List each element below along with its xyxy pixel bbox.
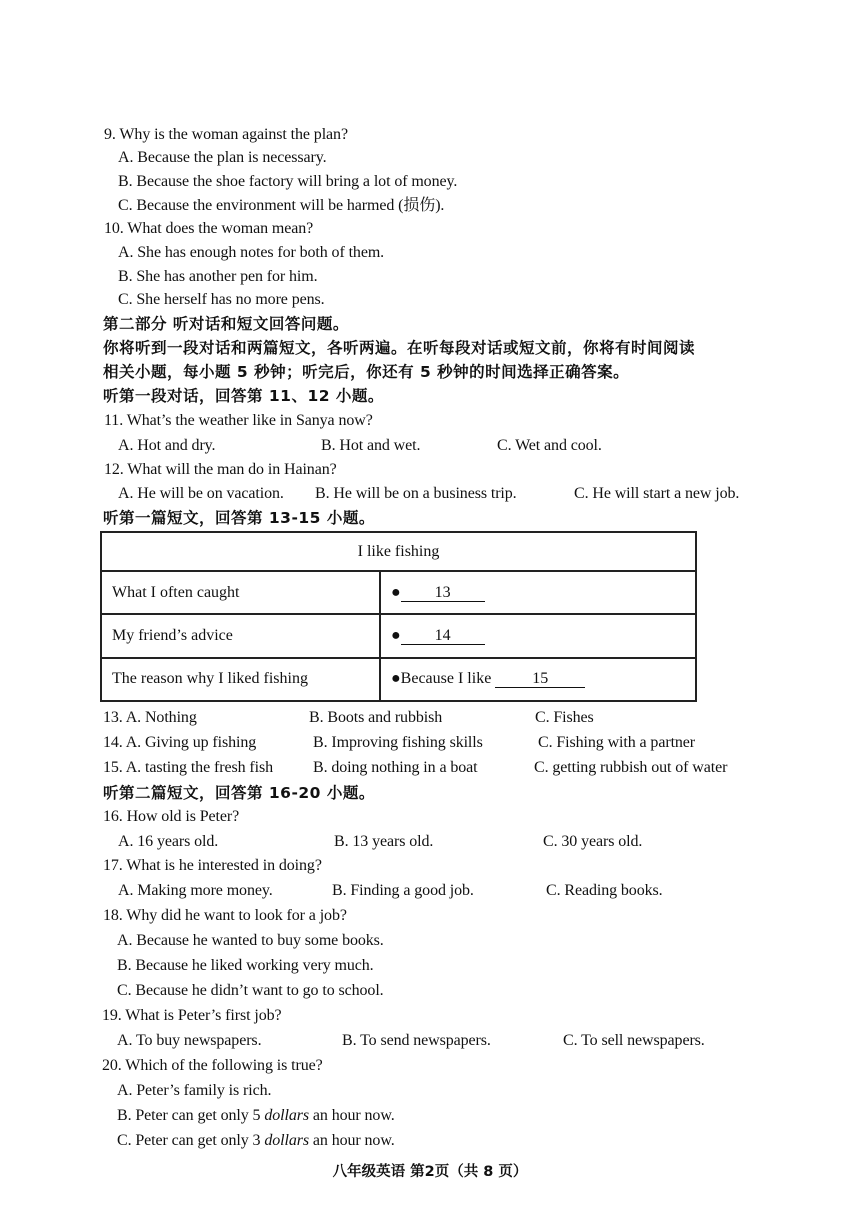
question-10-stem: 10. What does the woman mean?: [104, 220, 314, 237]
question-14-option-c: C. Fishing with a partner: [538, 734, 696, 751]
question-17-option-c: C. Reading books.: [546, 882, 663, 899]
question-19-option-a: A. To buy newspapers.: [117, 1032, 262, 1049]
page-footer: 八年级英语 第2页（共 8 页）: [332, 1164, 528, 1180]
question-20-option-c: [117, 1131, 395, 1151]
table-row-label: What I often caught: [101, 571, 380, 614]
question-20-stem: 20. Which of the following is true?: [102, 1057, 323, 1074]
question-17-option-a: A. Making more money.: [118, 882, 273, 899]
question-16-option-b: B. 13 years old.: [334, 833, 434, 850]
answer-blank-15: 15: [495, 670, 585, 688]
question-14-option-b: B. Improving fishing skills: [313, 734, 483, 751]
question-19-stem: 19. What is Peter’s first job?: [102, 1007, 282, 1024]
bullet-prefix: ●: [391, 627, 401, 645]
section-1-heading: 听第一段对话，回答第 11、12 小题。: [103, 387, 384, 405]
question-19-option-b: B. To send newspapers.: [342, 1032, 491, 1049]
table-row: [101, 658, 696, 701]
section-3-heading: 听第二篇短文，回答第 16-20 小题。: [103, 784, 375, 802]
option-text: C. Peter can get only 3: [117, 1132, 265, 1149]
question-12-option-c: C. He will start a new job.: [574, 485, 740, 502]
table-title: I like fishing: [101, 532, 696, 571]
table-row-answer: [380, 658, 696, 701]
question-10-option-a: A. She has enough notes for both of them.: [118, 244, 385, 261]
question-20-option-a: A. Peter’s family is rich.: [117, 1082, 272, 1099]
question-16-option-c: C. 30 years old.: [543, 833, 643, 850]
question-9-option-b: B. Because the shoe factory will bring a lot of money.: [118, 173, 458, 190]
option-emphasis: dollars: [264, 1132, 309, 1149]
section-2-heading: 听第一篇短文，回答第 13-15 小题。: [103, 509, 375, 527]
question-18-option-b: B. Because he liked working very much.: [117, 957, 374, 974]
table-row-answer: [380, 571, 696, 614]
question-12-option-a: A. He will be on vacation.: [118, 485, 284, 502]
question-16-stem: 16. How old is Peter?: [103, 808, 240, 825]
table-row-answer: [380, 614, 696, 657]
part-2-instructions-line-2: 相关小题，每小题 5 秒钟；听完后，你还有 5 秒钟的时间选择正确答案。: [103, 363, 630, 381]
question-9-option-c: C. Because the environment will be harmed (损伤).: [118, 197, 445, 214]
question-14-option-a: 14. A. Giving up fishing: [103, 734, 257, 751]
option-text: B. Peter can get only 5: [117, 1107, 265, 1124]
fishing-table: [100, 531, 697, 702]
question-13-option-b: B. Boots and rubbish: [309, 709, 443, 726]
question-16-option-a: A. 16 years old.: [118, 833, 219, 850]
question-10-option-b: B. She has another pen for him.: [118, 268, 318, 285]
bullet-prefix: ●Because I like: [391, 670, 492, 688]
table-row-label: My friend’s advice: [101, 614, 380, 657]
question-13-option-c: C. Fishes: [535, 709, 594, 726]
question-11-option-b: B. Hot and wet.: [321, 437, 421, 454]
question-9-option-a: A. Because the plan is necessary.: [118, 149, 327, 166]
question-17-stem: 17. What is he interested in doing?: [103, 857, 322, 874]
question-11-stem: 11. What’s the weather like in Sanya now?: [104, 412, 373, 429]
question-19-option-c: C. To sell newspapers.: [563, 1032, 705, 1049]
question-18-option-a: A. Because he wanted to buy some books.: [117, 932, 384, 949]
question-15-option-c: C. getting rubbish out of water: [534, 759, 728, 776]
part-2-title: 第二部分 听对话和短文回答问题。: [103, 315, 349, 333]
question-17-option-b: B. Finding a good job.: [332, 882, 474, 899]
answer-blank-13: 13: [401, 584, 485, 602]
option-text: an hour now.: [309, 1107, 395, 1124]
answer-blank-14: 14: [401, 627, 485, 645]
question-13-option-a: 13. A. Nothing: [103, 709, 197, 726]
table-row: [101, 571, 696, 614]
table-row-label: The reason why I liked fishing: [101, 658, 380, 701]
question-12-option-b: B. He will be on a business trip.: [315, 485, 517, 502]
question-18-option-c: C. Because he didn’t want to go to school.: [117, 982, 384, 999]
question-12-stem: 12. What will the man do in Hainan?: [104, 461, 337, 478]
part-2-instructions-line-1: 你将听到一段对话和两篇短文，各听两遍。在听每段对话或短文前，你将有时间阅读: [103, 339, 696, 357]
question-11-option-c: C. Wet and cool.: [497, 437, 602, 454]
option-emphasis: dollars: [264, 1107, 309, 1124]
option-text: an hour now.: [309, 1132, 395, 1149]
question-15-option-b: B. doing nothing in a boat: [313, 759, 478, 776]
question-10-option-c: C. She herself has no more pens.: [118, 291, 325, 308]
question-11-option-a: A. Hot and dry.: [118, 437, 216, 454]
question-20-option-b: [117, 1106, 395, 1126]
question-18-stem: 18. Why did he want to look for a job?: [103, 907, 347, 924]
bullet-prefix: ●: [391, 583, 401, 601]
table-row: [101, 614, 696, 657]
question-15-option-a: 15. A. tasting the fresh fish: [103, 759, 273, 776]
question-9-stem: 9. Why is the woman against the plan?: [104, 126, 348, 143]
